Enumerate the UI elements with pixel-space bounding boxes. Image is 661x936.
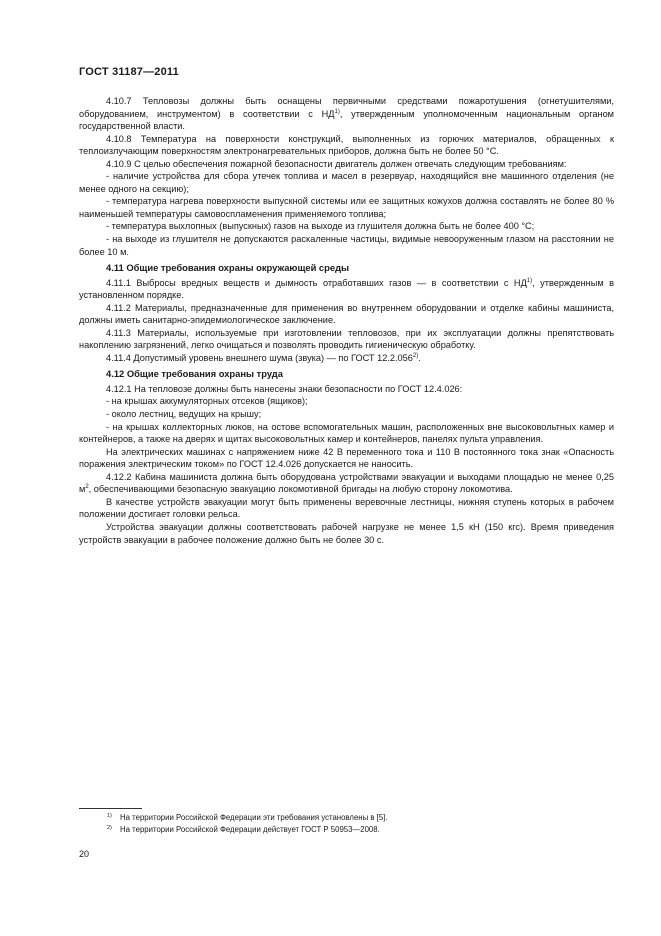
footnote-divider (79, 808, 142, 809)
footnote-text: На территории Российской Федерации действует ГОСТ Р 50953—2008. (120, 825, 380, 834)
paragraph-4-11-2: 4.11.2 Материалы, предназначенные для применения во внутреннем оборудовании и отделке кабины машиниста, должны иметь санитарно-эпидемиологическое заключение. (79, 302, 614, 326)
list-item: - наличие устройства для сбора утечек топлива и масел в резервуар, находящийся вне машинного отделения (не менее одного на секцию); (79, 171, 614, 194)
document-body (79, 95, 614, 546)
footnote-ref-1: 1) (334, 108, 340, 115)
paragraph-4-11-4: 4.11.4 Допустимый уровень внешнего шума (звука) — по ГОСТ 12.2.056$^{2)}$. (106, 352, 421, 363)
paragraph-4-10-9: 4.10.9 С целью обеспечения пожарной безопасности двигатель должен отвечать следующим требованиям: (106, 158, 567, 169)
paragraph-4-11-1: 4.11.1 Выбросы вредных веществ и дымность отработавших газов — в соответствии с НД$^{1)}$, утвержденным в установленном порядке. (79, 277, 614, 301)
footnote-1 (79, 812, 614, 824)
footnote-text: На территории Российской Федерации эти требования установлены в [5]. (120, 813, 388, 822)
list-item: - на крышах аккумуляторных отсеков (ящиков); (106, 396, 308, 407)
paragraph-4-10-7: 4.10.7 Тепловозы должны быть оснащены первичными средствами пожаротушения (огнетушителями, оборудованием, инструментом) в соответствии с НД$^{1)}$, утвержденным уполномоченным национальным органом государственной власти. (79, 96, 615, 132)
paragraph: Устройства эвакуации должны соответствовать рабочей нагрузке не менее 1,5 кН (150 кгс). Время приведения устройств эвакуации в рабочее положение должно быть не более 30 с. (79, 521, 614, 545)
footnote-2 (79, 824, 614, 836)
footnote-mark: 2) (107, 825, 112, 831)
list-item: - температура нагрева поверхности выпускной системы или ее защитных кожухов должна составлять не более 80 % наименьшей температуры самовоспламенения применяемого топлива; (79, 196, 614, 219)
list-item: - около лестниц, ведущих на крышу; (106, 409, 262, 420)
paragraph: В качестве устройств эвакуации могут быть применены веревочные лестницы, нижняя ступень которых в рабочем положении достигает головки рельса. (79, 496, 614, 520)
paragraph-4-12-2: 4.12.2 Кабина машиниста должна быть оборудована устройствами эвакуации и выходами площадью не менее 0,25 $м^2$, обеспечивающими безопасную эвакуацию локомотивной бригады на любую сторону локомотива. (79, 471, 614, 495)
list-item: - на выходе из глушителя не допускаются раскаленные частицы, видимые невооруженным глазом на расстоянии не более 10 м. (79, 234, 614, 257)
page-number: 20 (79, 849, 90, 859)
document-header: ГОСТ 31187—2011 (79, 66, 179, 78)
footnote-ref-1: 1) (526, 277, 533, 284)
list-item: - на крышах коллекторных люков, на остове вспомогательных машин, расположенных вне высоковольтных камер и контейнеров, а также на дверях и щитах высоковольтных камер и контейнеров, панелях пульта управления. (79, 421, 614, 445)
paragraph-4-12-1: 4.12.1 На тепловозе должны быть нанесены знаки безопасности по ГОСТ 12.4.026: (106, 383, 463, 394)
paragraph-4-10-8: 4.10.8 Температура на поверхности конструкций, выполненных из горючих материалов, обращенных к теплоизлучающим поверхностям электронагревательных приборов, должна быть не более 50 °С. (79, 133, 614, 157)
list-item: - температура выхлопных (выпускных) газов на выходе из глушителя должна быть не более 400 °С; (106, 221, 535, 232)
footnote-mark: 1) (107, 813, 112, 819)
section-heading-4-12: 4.12 Общие требования охраны труда (106, 368, 283, 380)
section-heading-4-11: 4.11 Общие требования охраны окружающей среды (106, 262, 350, 274)
paragraph: На электрических машинах с напряжением ниже 42 В переменного тока и 110 В постоянного тока знак «Опасность поражения электрическим током» по ГОСТ 12.4.026 допускается не наносить. (79, 446, 614, 470)
paragraph-4-11-3: 4.11.3 Материалы, используемые при изготовлении тепловозов, при их эксплуатации должны препятствовать накоплению загрязнений, легко очищаться и позволять проводить гигиеническую обработку. (79, 327, 614, 351)
footnotes (79, 812, 614, 836)
footnote-ref-2: 2) (412, 352, 419, 359)
